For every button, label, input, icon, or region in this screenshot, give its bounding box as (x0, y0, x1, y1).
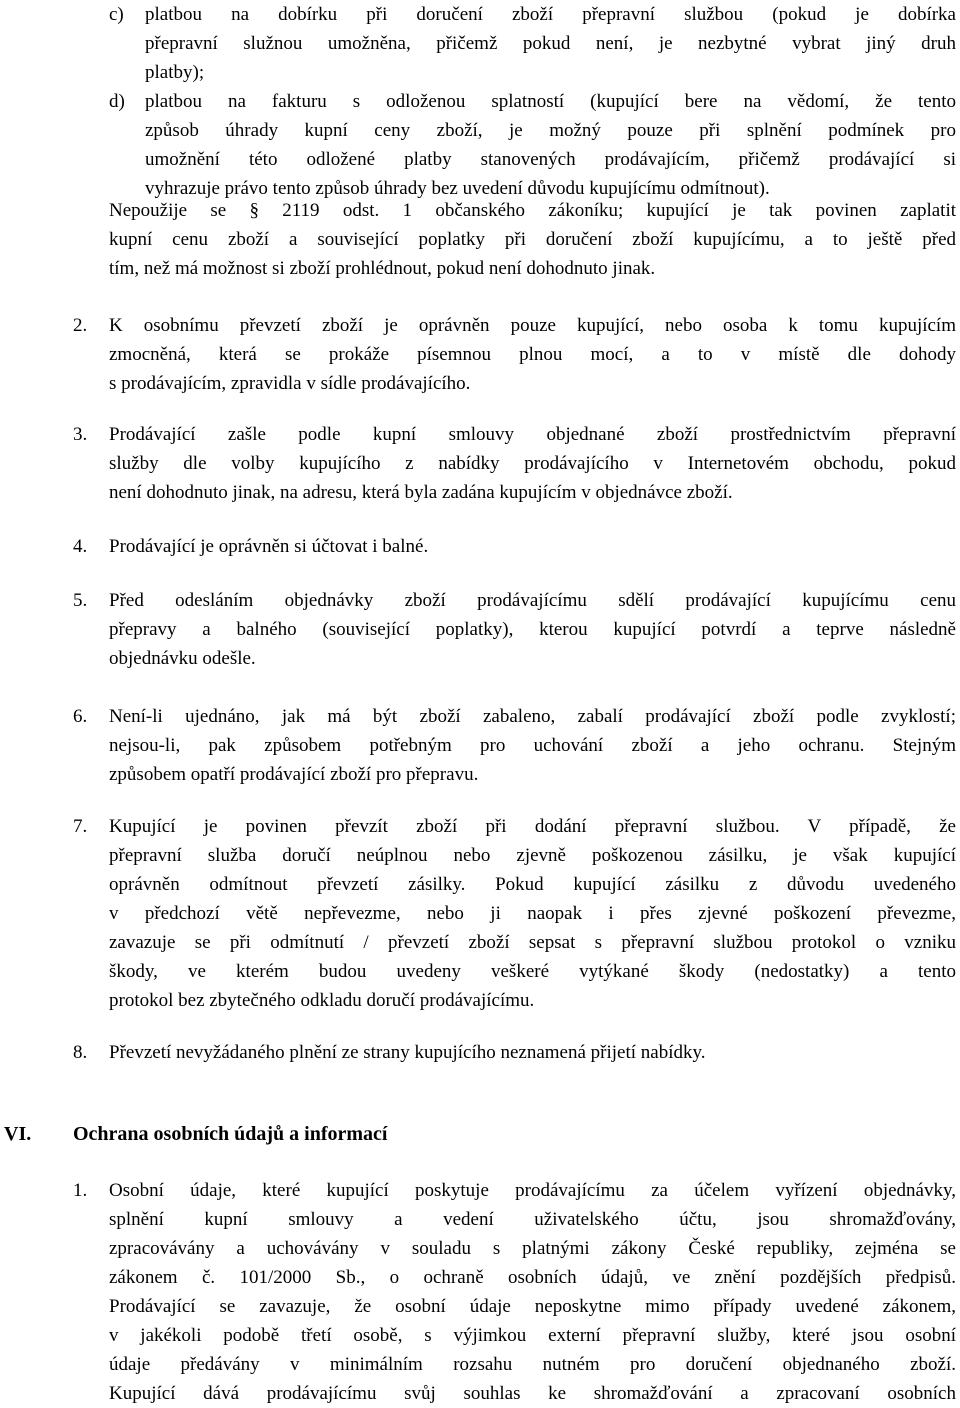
item-text-line: není dohodnuto jinak, na adresu, která byla zadána kupujícím v objednávce zboží. (109, 482, 733, 503)
section-item-line: zpracovávány a uchovávány v souladu s platnými zákony České republiky, zejména se (109, 1238, 956, 1259)
item-text-line: škody, ve kterém budou uvedeny veškeré vytýkané škody (nedostatky) a tento (109, 961, 956, 982)
item-text-line: v předchozí větě nepřevezme, nebo ji naopak i přes zjevné poškození převezme, (109, 903, 956, 924)
section-item-line: splnění kupní smlouvy a vedení uživatelského účtu, jsou shromažďovány, (109, 1209, 956, 1230)
payment-note-line: tím, než má možnost si zboží prohlédnout, pokud není dohodnuto jinak. (109, 258, 656, 279)
item-number: 7. (73, 816, 88, 837)
item-c-line: platby); (145, 62, 205, 83)
section-title: Ochrana osobních údajů a informací (73, 1123, 388, 1145)
item-text-line: s prodávajícím, zpravidla v sídle prodávajícího. (109, 373, 471, 394)
section-item-line: zákonem č. 101/2000 Sb., o ochraně osobních údajů, ve znění pozdějších předpisů. (109, 1267, 956, 1288)
item-text-line: oprávněn odmítnout převzetí zásilky. Pokud kupující zásilku z důvodu uvedeného (109, 874, 956, 895)
item-text-line: zmocněná, která se prokáže písemnou plnou mocí, a to v místě dle dohody (109, 344, 956, 365)
item-text-line: Před odesláním objednávky zboží prodávajícímu sdělí prodávající kupujícímu cenu (109, 590, 956, 611)
section-item-line: Prodávající se zavazuje, že osobní údaje neposkytne mimo případy uvedené zákonem, (109, 1296, 956, 1317)
section-item-line: údaje předávány v minimálním rozsahu nutném pro doručení objednaného zboží. (109, 1354, 956, 1375)
item-number: 8. (73, 1042, 88, 1063)
item-d-line: způsob úhrady kupní ceny zboží, je možný pouze při splnění podmínek pro (145, 120, 956, 141)
item-text-line: protokol bez zbytečného odkladu doručí prodávajícímu. (109, 990, 535, 1011)
item-d-line: platbou na fakturu s odloženou splatností (kupující bere na vědomí, že tento (145, 91, 956, 112)
item-text-line: Není-li ujednáno, jak má být zboží zabaleno, zabalí prodávající zboží podle zvyklostí; (109, 706, 956, 727)
item-text-line: Prodávající je oprávněn si účtovat i balné. (109, 536, 429, 557)
item-text-line: nejsou-li, pak způsobem potřebným pro uchování zboží a jeho ochranu. Stejným (109, 735, 956, 756)
item-c-line: platbou na dobírku při doručení zboží přepravní službou (pokud je dobírka (145, 4, 956, 25)
item-text-line: zavazuje se při odmítnutí / převzetí zboží sepsat s přepravní službou protokol o vzniku (109, 932, 956, 953)
item-d-line: vyhrazuje právo tento způsob úhrady bez uvedení důvodu kupujícímu odmítnout). (145, 178, 770, 199)
item-number: 6. (73, 706, 88, 727)
item-c-label: c) (109, 4, 124, 25)
item-text-line: přepravní služba doručí neúplnou nebo zjevně poškozenou zásilku, je však kupující (109, 845, 956, 866)
section-item-line: v jakékoli podobě třetí osobě, s výjimkou externí přepravní služby, které jsou osobní (109, 1325, 956, 1346)
section-item-number: 1. (73, 1180, 88, 1201)
item-text-line: způsobem opatří prodávající zboží pro přepravu. (109, 764, 479, 785)
section-item-line: Osobní údaje, které kupující poskytuje prodávajícímu za účelem vyřízení objednávky, (109, 1180, 956, 1201)
item-text-line: Převzetí nevyžádaného plnění ze strany kupujícího neznamená přijetí nabídky. (109, 1042, 706, 1063)
item-d-label: d) (109, 91, 125, 112)
payment-note-line: kupní cenu zboží a související poplatky při doručení zboží kupujícímu, a to ještě před (109, 229, 956, 250)
item-number: 3. (73, 424, 88, 445)
item-text-line: přepravy a balného (související poplatky), kterou kupující potvrdí a teprve následně (109, 619, 956, 640)
item-number: 2. (73, 315, 88, 336)
payment-note-line: Nepoužije se § 2119 odst. 1 občanského zákoníku; kupující je tak povinen zaplatit (109, 200, 956, 221)
item-number: 5. (73, 590, 88, 611)
item-number: 4. (73, 536, 88, 557)
item-text-line: služby dle volby kupujícího z nabídky prodávajícího v Internetovém obchodu, pokud (109, 453, 956, 474)
section-number: VI. (4, 1123, 32, 1145)
section-item-line: Kupující dává prodávajícímu svůj souhlas ke shromažďování a zpracovaní osobních (109, 1383, 956, 1404)
item-c-line: přepravní služnou umožněna, přičemž pokud není, je nezbytné vybrat jiný druh (145, 33, 956, 54)
item-text-line: Prodávající zašle podle kupní smlouvy objednané zboží prostřednictvím přepravní (109, 424, 956, 445)
item-d-line: umožnění této odložené platby stanovených prodávajícím, přičemž prodávající si (145, 149, 956, 170)
item-text-line: Kupující je povinen převzít zboží při dodání přepravní službou. V případě, že (109, 816, 956, 837)
item-text-line: K osobnímu převzetí zboží je oprávněn pouze kupující, nebo osoba k tomu kupujícím (109, 315, 956, 336)
item-text-line: objednávku odešle. (109, 648, 256, 669)
